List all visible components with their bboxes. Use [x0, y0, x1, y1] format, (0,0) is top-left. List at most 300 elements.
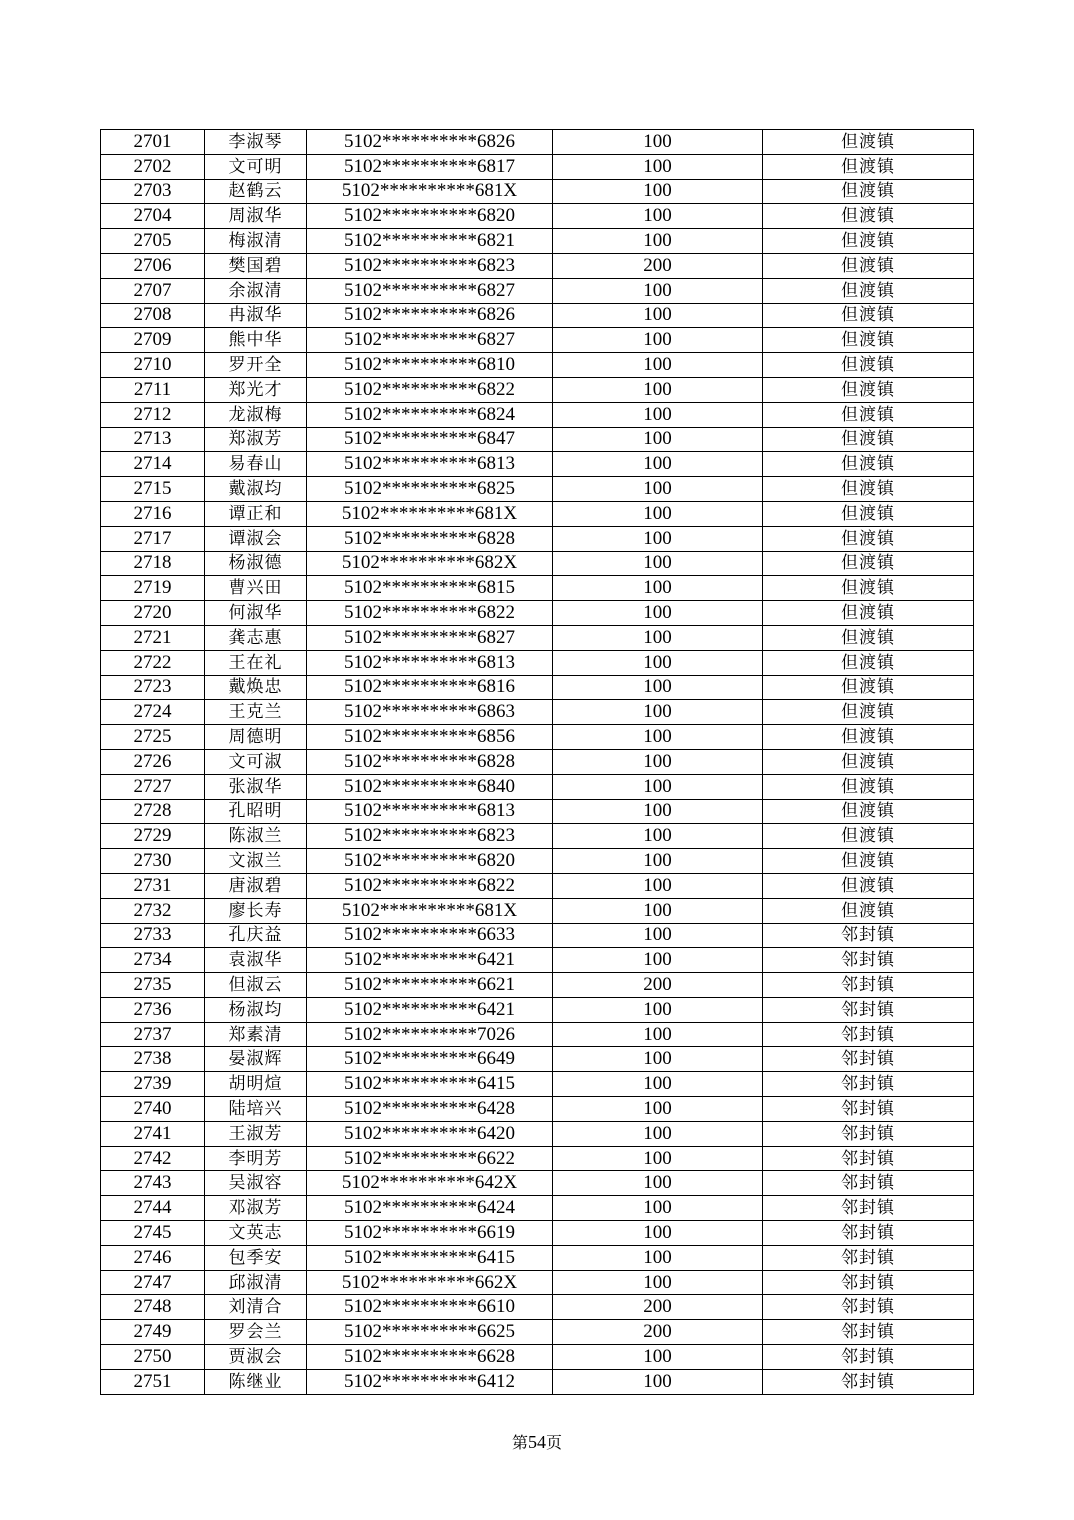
id-number-cell: 5102**********6840 [307, 774, 553, 799]
town-cell: 邻封镇 [763, 997, 974, 1022]
serial-number-cell: 2709 [101, 328, 205, 353]
name-cell: 熊中华 [205, 328, 307, 353]
id-number-cell: 5102**********6421 [307, 948, 553, 973]
serial-number-cell: 2707 [101, 278, 205, 303]
serial-number-cell: 2705 [101, 229, 205, 254]
town-cell: 邻封镇 [763, 948, 974, 973]
table-row [101, 824, 974, 849]
name-cell: 李明芳 [205, 1146, 307, 1171]
name-cell: 罗开全 [205, 353, 307, 378]
serial-number-cell: 2720 [101, 601, 205, 626]
town-cell: 但渡镇 [763, 229, 974, 254]
table-row [101, 675, 974, 700]
name-cell: 刘清合 [205, 1295, 307, 1320]
name-cell: 邱淑清 [205, 1270, 307, 1295]
serial-number-cell: 2702 [101, 154, 205, 179]
serial-number-cell: 2732 [101, 898, 205, 923]
town-cell: 邻封镇 [763, 1047, 974, 1072]
name-cell: 谭正和 [205, 501, 307, 526]
amount-cell: 100 [553, 1245, 763, 1270]
serial-number-cell: 2717 [101, 526, 205, 551]
id-number-cell: 5102**********6813 [307, 799, 553, 824]
id-number-cell: 5102**********6428 [307, 1097, 553, 1122]
id-number-cell: 5102**********6420 [307, 1121, 553, 1146]
town-cell: 邻封镇 [763, 973, 974, 998]
name-cell: 戴焕忠 [205, 675, 307, 700]
serial-number-cell: 2749 [101, 1320, 205, 1345]
serial-number-cell: 2710 [101, 353, 205, 378]
id-number-cell: 5102**********6633 [307, 923, 553, 948]
name-cell: 文可明 [205, 154, 307, 179]
serial-number-cell: 2751 [101, 1369, 205, 1394]
id-number-cell: 5102**********6822 [307, 601, 553, 626]
table-row [101, 303, 974, 328]
page-footer [0, 1430, 1074, 1453]
name-cell: 文英志 [205, 1221, 307, 1246]
name-cell: 陈淑兰 [205, 824, 307, 849]
id-number-cell: 5102**********6827 [307, 278, 553, 303]
serial-number-cell: 2719 [101, 576, 205, 601]
town-cell: 但渡镇 [763, 625, 974, 650]
table-row [101, 154, 974, 179]
name-cell: 唐淑碧 [205, 873, 307, 898]
name-cell: 余淑清 [205, 278, 307, 303]
serial-number-cell: 2703 [101, 179, 205, 204]
serial-number-cell: 2734 [101, 948, 205, 973]
serial-number-cell: 2712 [101, 402, 205, 427]
name-cell: 孔昭明 [205, 799, 307, 824]
table-row [101, 229, 974, 254]
amount-cell: 100 [553, 625, 763, 650]
serial-number-cell: 2745 [101, 1221, 205, 1246]
id-number-cell: 5102**********6813 [307, 650, 553, 675]
table-row [101, 551, 974, 576]
town-cell: 但渡镇 [763, 700, 974, 725]
page-label-suffix: 页 [546, 1433, 563, 1452]
table-row [101, 278, 974, 303]
amount-cell: 100 [553, 328, 763, 353]
serial-number-cell: 2742 [101, 1146, 205, 1171]
table-row [101, 1345, 974, 1370]
town-cell: 但渡镇 [763, 253, 974, 278]
table-row [101, 204, 974, 229]
town-cell: 邻封镇 [763, 1097, 974, 1122]
table-row [101, 526, 974, 551]
serial-number-cell: 2704 [101, 204, 205, 229]
serial-number-cell: 2740 [101, 1097, 205, 1122]
town-cell: 但渡镇 [763, 675, 974, 700]
serial-number-cell: 2748 [101, 1295, 205, 1320]
town-cell: 邻封镇 [763, 1171, 974, 1196]
id-number-cell: 5102**********681X [307, 179, 553, 204]
table-row [101, 725, 974, 750]
serial-number-cell: 2739 [101, 1072, 205, 1097]
serial-number-cell: 2736 [101, 997, 205, 1022]
id-number-cell: 5102**********6610 [307, 1295, 553, 1320]
table-row [101, 328, 974, 353]
amount-cell: 100 [553, 278, 763, 303]
serial-number-cell: 2718 [101, 551, 205, 576]
name-cell: 贾淑会 [205, 1345, 307, 1370]
name-cell: 王淑芳 [205, 1121, 307, 1146]
name-cell: 吴淑容 [205, 1171, 307, 1196]
amount-cell: 100 [553, 377, 763, 402]
amount-cell: 100 [553, 1022, 763, 1047]
town-cell: 邻封镇 [763, 1345, 974, 1370]
table-row [101, 130, 974, 155]
id-number-cell: 5102**********6810 [307, 353, 553, 378]
data-table [100, 129, 974, 1395]
serial-number-cell: 2721 [101, 625, 205, 650]
id-number-cell: 5102**********681X [307, 501, 553, 526]
serial-number-cell: 2746 [101, 1245, 205, 1270]
amount-cell: 100 [553, 130, 763, 155]
name-cell: 周淑华 [205, 204, 307, 229]
serial-number-cell: 2724 [101, 700, 205, 725]
table-row [101, 1097, 974, 1122]
serial-number-cell: 2750 [101, 1345, 205, 1370]
serial-number-cell: 2727 [101, 774, 205, 799]
name-cell: 罗会兰 [205, 1320, 307, 1345]
name-cell: 冉淑华 [205, 303, 307, 328]
amount-cell: 100 [553, 551, 763, 576]
town-cell: 但渡镇 [763, 873, 974, 898]
amount-cell: 100 [553, 650, 763, 675]
town-cell: 邻封镇 [763, 1072, 974, 1097]
serial-number-cell: 2722 [101, 650, 205, 675]
town-cell: 邻封镇 [763, 1295, 974, 1320]
id-number-cell: 5102**********6415 [307, 1245, 553, 1270]
table-row [101, 973, 974, 998]
table-body [101, 130, 974, 1395]
town-cell: 但渡镇 [763, 179, 974, 204]
id-number-cell: 5102**********6649 [307, 1047, 553, 1072]
table-row [101, 427, 974, 452]
town-cell: 但渡镇 [763, 130, 974, 155]
amount-cell: 100 [553, 576, 763, 601]
table-row [101, 1171, 974, 1196]
page-label-prefix: 第 [511, 1433, 528, 1452]
amount-cell: 100 [553, 923, 763, 948]
serial-number-cell: 2735 [101, 973, 205, 998]
id-number-cell: 5102**********682X [307, 551, 553, 576]
town-cell: 但渡镇 [763, 501, 974, 526]
serial-number-cell: 2741 [101, 1121, 205, 1146]
id-number-cell: 5102**********6821 [307, 229, 553, 254]
name-cell: 周德明 [205, 725, 307, 750]
table-row [101, 452, 974, 477]
amount-cell: 100 [553, 1097, 763, 1122]
name-cell: 陈继业 [205, 1369, 307, 1394]
table-row [101, 353, 974, 378]
serial-number-cell: 2747 [101, 1270, 205, 1295]
town-cell: 但渡镇 [763, 749, 974, 774]
amount-cell: 100 [553, 1221, 763, 1246]
id-number-cell: 5102**********6856 [307, 725, 553, 750]
name-cell: 杨淑均 [205, 997, 307, 1022]
amount-cell: 100 [553, 179, 763, 204]
town-cell: 但渡镇 [763, 303, 974, 328]
id-number-cell: 5102**********6847 [307, 427, 553, 452]
id-number-cell: 5102**********6421 [307, 997, 553, 1022]
name-cell: 王在礼 [205, 650, 307, 675]
amount-cell: 100 [553, 1345, 763, 1370]
serial-number-cell: 2708 [101, 303, 205, 328]
serial-number-cell: 2731 [101, 873, 205, 898]
name-cell: 赵鹤云 [205, 179, 307, 204]
table-row [101, 898, 974, 923]
amount-cell: 100 [553, 898, 763, 923]
id-number-cell: 5102**********7026 [307, 1022, 553, 1047]
table-row [101, 576, 974, 601]
amount-cell: 100 [553, 501, 763, 526]
town-cell: 但渡镇 [763, 452, 974, 477]
table-row [101, 1320, 974, 1345]
id-number-cell: 5102**********681X [307, 898, 553, 923]
town-cell: 但渡镇 [763, 427, 974, 452]
table-row [101, 873, 974, 898]
table-row [101, 477, 974, 502]
town-cell: 但渡镇 [763, 774, 974, 799]
town-cell: 但渡镇 [763, 328, 974, 353]
serial-number-cell: 2723 [101, 675, 205, 700]
amount-cell: 100 [553, 402, 763, 427]
amount-cell: 100 [553, 154, 763, 179]
amount-cell: 100 [553, 229, 763, 254]
id-number-cell: 5102**********6823 [307, 824, 553, 849]
table-row [101, 774, 974, 799]
town-cell: 但渡镇 [763, 799, 974, 824]
town-cell: 但渡镇 [763, 526, 974, 551]
town-cell: 但渡镇 [763, 154, 974, 179]
id-number-cell: 5102**********6827 [307, 328, 553, 353]
id-number-cell: 5102**********6863 [307, 700, 553, 725]
name-cell: 文淑兰 [205, 849, 307, 874]
table-row [101, 1047, 974, 1072]
id-number-cell: 5102**********6815 [307, 576, 553, 601]
name-cell: 龙淑梅 [205, 402, 307, 427]
serial-number-cell: 2706 [101, 253, 205, 278]
amount-cell: 100 [553, 526, 763, 551]
name-cell: 张淑华 [205, 774, 307, 799]
table-row [101, 1245, 974, 1270]
table-row [101, 1121, 974, 1146]
id-number-cell: 5102**********6828 [307, 526, 553, 551]
name-cell: 杨淑德 [205, 551, 307, 576]
id-number-cell: 5102**********6826 [307, 130, 553, 155]
name-cell: 袁淑华 [205, 948, 307, 973]
amount-cell: 100 [553, 353, 763, 378]
serial-number-cell: 2701 [101, 130, 205, 155]
table-row [101, 179, 974, 204]
page-number: 54 [528, 1432, 546, 1452]
town-cell: 但渡镇 [763, 898, 974, 923]
id-number-cell: 5102**********6621 [307, 973, 553, 998]
name-cell: 樊国碧 [205, 253, 307, 278]
town-cell: 但渡镇 [763, 576, 974, 601]
table-row [101, 402, 974, 427]
id-number-cell: 5102**********6828 [307, 749, 553, 774]
town-cell: 但渡镇 [763, 824, 974, 849]
id-number-cell: 5102**********6412 [307, 1369, 553, 1394]
id-number-cell: 5102**********6825 [307, 477, 553, 502]
serial-number-cell: 2729 [101, 824, 205, 849]
serial-number-cell: 2714 [101, 452, 205, 477]
amount-cell: 100 [553, 1196, 763, 1221]
id-number-cell: 5102**********6622 [307, 1146, 553, 1171]
id-number-cell: 5102**********6816 [307, 675, 553, 700]
amount-cell: 100 [553, 675, 763, 700]
town-cell: 但渡镇 [763, 204, 974, 229]
serial-number-cell: 2737 [101, 1022, 205, 1047]
amount-cell: 100 [553, 774, 763, 799]
amount-cell: 200 [553, 1320, 763, 1345]
serial-number-cell: 2716 [101, 501, 205, 526]
name-cell: 陆培兴 [205, 1097, 307, 1122]
amount-cell: 100 [553, 873, 763, 898]
serial-number-cell: 2743 [101, 1171, 205, 1196]
table-row [101, 601, 974, 626]
amount-cell: 100 [553, 849, 763, 874]
amount-cell: 100 [553, 204, 763, 229]
amount-cell: 100 [553, 1072, 763, 1097]
name-cell: 郑淑芳 [205, 427, 307, 452]
town-cell: 邻封镇 [763, 1022, 974, 1047]
amount-cell: 200 [553, 253, 763, 278]
amount-cell: 100 [553, 749, 763, 774]
town-cell: 邻封镇 [763, 1369, 974, 1394]
serial-number-cell: 2726 [101, 749, 205, 774]
name-cell: 郑素清 [205, 1022, 307, 1047]
town-cell: 但渡镇 [763, 601, 974, 626]
town-cell: 邻封镇 [763, 1146, 974, 1171]
table-row [101, 253, 974, 278]
table-row [101, 1270, 974, 1295]
table-row [101, 1196, 974, 1221]
name-cell: 谭淑会 [205, 526, 307, 551]
table-row [101, 377, 974, 402]
name-cell: 但淑云 [205, 973, 307, 998]
name-cell: 李淑琴 [205, 130, 307, 155]
amount-cell: 100 [553, 477, 763, 502]
serial-number-cell: 2730 [101, 849, 205, 874]
town-cell: 但渡镇 [763, 402, 974, 427]
name-cell: 梅淑清 [205, 229, 307, 254]
amount-cell: 100 [553, 452, 763, 477]
id-number-cell: 5102**********6817 [307, 154, 553, 179]
serial-number-cell: 2711 [101, 377, 205, 402]
id-number-cell: 5102**********6824 [307, 402, 553, 427]
table-row [101, 625, 974, 650]
name-cell: 文可淑 [205, 749, 307, 774]
amount-cell: 100 [553, 1047, 763, 1072]
town-cell: 但渡镇 [763, 477, 974, 502]
serial-number-cell: 2733 [101, 923, 205, 948]
name-cell: 何淑华 [205, 601, 307, 626]
amount-cell: 100 [553, 997, 763, 1022]
table-row [101, 799, 974, 824]
amount-cell: 100 [553, 799, 763, 824]
id-number-cell: 5102**********6827 [307, 625, 553, 650]
amount-cell: 200 [553, 1295, 763, 1320]
amount-cell: 100 [553, 427, 763, 452]
town-cell: 邻封镇 [763, 1121, 974, 1146]
name-cell: 包季安 [205, 1245, 307, 1270]
name-cell: 王克兰 [205, 700, 307, 725]
table-row [101, 1072, 974, 1097]
town-cell: 邻封镇 [763, 1221, 974, 1246]
town-cell: 但渡镇 [763, 353, 974, 378]
id-number-cell: 5102**********6424 [307, 1196, 553, 1221]
amount-cell: 100 [553, 725, 763, 750]
town-cell: 但渡镇 [763, 650, 974, 675]
serial-number-cell: 2744 [101, 1196, 205, 1221]
table-row [101, 923, 974, 948]
id-number-cell: 5102**********6820 [307, 849, 553, 874]
table-row [101, 997, 974, 1022]
table-row [101, 1146, 974, 1171]
amount-cell: 100 [553, 824, 763, 849]
amount-cell: 100 [553, 1121, 763, 1146]
id-number-cell: 5102**********642X [307, 1171, 553, 1196]
id-number-cell: 5102**********6822 [307, 377, 553, 402]
id-number-cell: 5102**********6820 [307, 204, 553, 229]
id-number-cell: 5102**********6826 [307, 303, 553, 328]
amount-cell: 100 [553, 1270, 763, 1295]
amount-cell: 100 [553, 1171, 763, 1196]
town-cell: 邻封镇 [763, 1320, 974, 1345]
amount-cell: 100 [553, 1369, 763, 1394]
amount-cell: 100 [553, 303, 763, 328]
town-cell: 但渡镇 [763, 725, 974, 750]
town-cell: 邻封镇 [763, 1245, 974, 1270]
id-number-cell: 5102**********6813 [307, 452, 553, 477]
table-row [101, 501, 974, 526]
id-number-cell: 5102**********6823 [307, 253, 553, 278]
town-cell: 邻封镇 [763, 1196, 974, 1221]
serial-number-cell: 2715 [101, 477, 205, 502]
town-cell: 邻封镇 [763, 923, 974, 948]
table-row [101, 1295, 974, 1320]
table-row [101, 1022, 974, 1047]
id-number-cell: 5102**********6822 [307, 873, 553, 898]
name-cell: 曹兴田 [205, 576, 307, 601]
name-cell: 邓淑芳 [205, 1196, 307, 1221]
table-row [101, 948, 974, 973]
serial-number-cell: 2725 [101, 725, 205, 750]
table-row [101, 1369, 974, 1394]
town-cell: 邻封镇 [763, 1270, 974, 1295]
amount-cell: 100 [553, 1146, 763, 1171]
id-number-cell: 5102**********6415 [307, 1072, 553, 1097]
id-number-cell: 5102**********6628 [307, 1345, 553, 1370]
town-cell: 但渡镇 [763, 551, 974, 576]
table-row [101, 700, 974, 725]
serial-number-cell: 2738 [101, 1047, 205, 1072]
name-cell: 龚志惠 [205, 625, 307, 650]
name-cell: 戴淑均 [205, 477, 307, 502]
town-cell: 但渡镇 [763, 278, 974, 303]
amount-cell: 100 [553, 948, 763, 973]
name-cell: 晏淑辉 [205, 1047, 307, 1072]
name-cell: 郑光才 [205, 377, 307, 402]
table-row [101, 749, 974, 774]
name-cell: 易春山 [205, 452, 307, 477]
serial-number-cell: 2713 [101, 427, 205, 452]
town-cell: 但渡镇 [763, 849, 974, 874]
serial-number-cell: 2728 [101, 799, 205, 824]
amount-cell: 100 [553, 700, 763, 725]
